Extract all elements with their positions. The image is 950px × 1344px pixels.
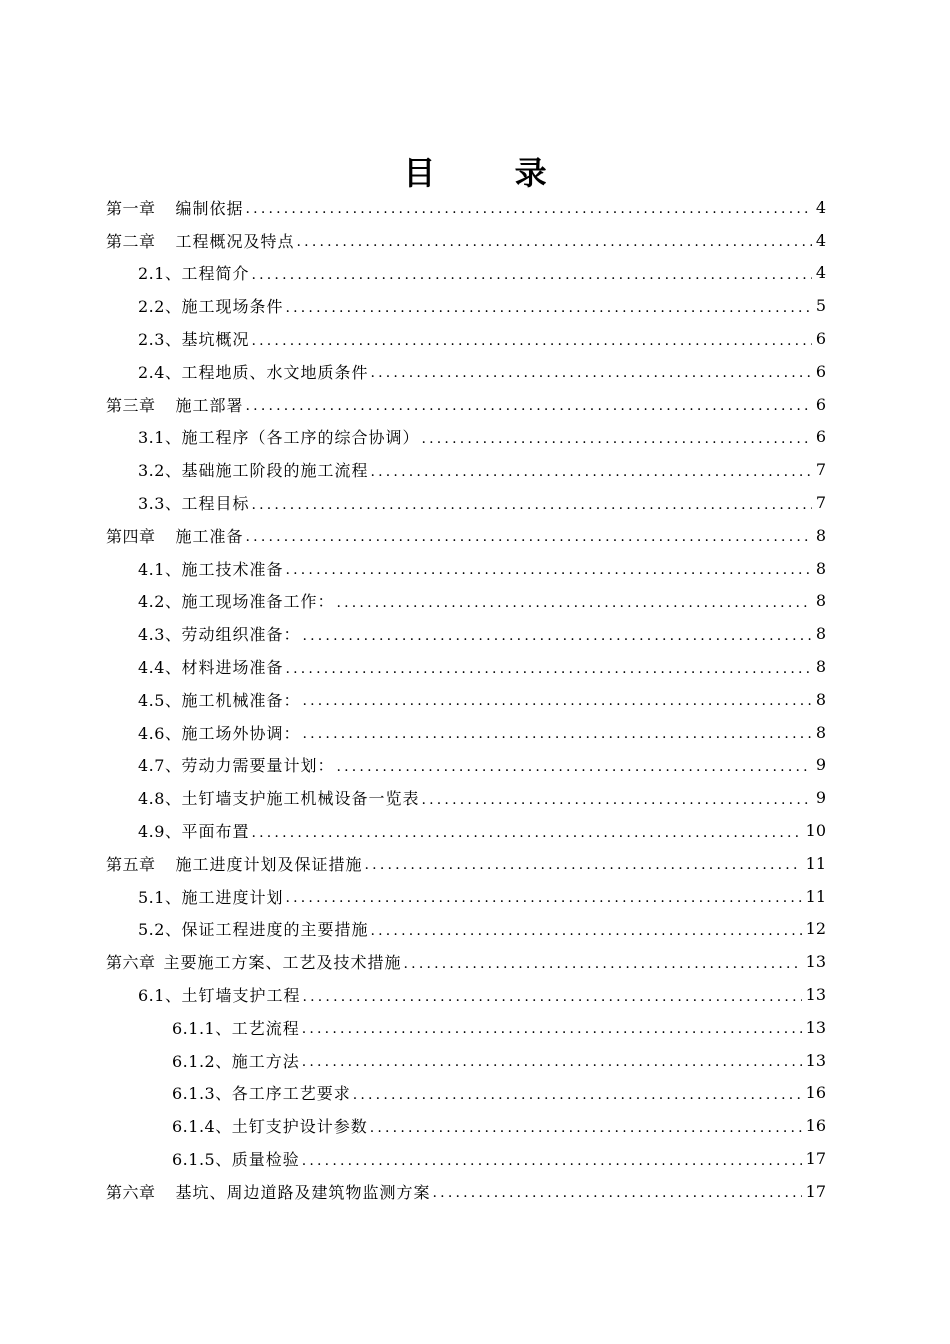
toc-entry-number: 6.1.1、 <box>172 1018 232 1038</box>
toc-entry-text: 土钉支护设计参数 <box>231 1117 368 1137</box>
toc-entry-label <box>138 885 283 908</box>
toc-entry[interactable] <box>0 224 950 257</box>
toc-entry-number: 第五章 <box>106 854 156 874</box>
toc-leader-dots <box>370 923 801 939</box>
toc-entry-text: 施工准备 <box>175 526 244 546</box>
toc-entry-text: 工程简介 <box>181 264 250 284</box>
toc-entry-text: 工程目标 <box>181 494 250 514</box>
toc-entry-number: 4.5、 <box>138 690 182 710</box>
toc-entry-number: 3.2、 <box>138 461 182 481</box>
toc-page-number: 7 <box>815 493 826 513</box>
toc-entry-label <box>138 261 249 284</box>
toc-leader-dots <box>365 857 802 873</box>
toc-entry[interactable] <box>0 617 950 650</box>
toc-entry[interactable] <box>0 453 950 486</box>
toc-entry[interactable] <box>0 1011 950 1044</box>
toc-entry[interactable] <box>0 1175 950 1208</box>
toc-entry[interactable] <box>0 191 950 224</box>
toc-page-number: 16 <box>805 1083 826 1103</box>
toc-entry-number: 3.1、 <box>138 428 182 448</box>
toc-entry-label <box>138 983 300 1006</box>
toc-entry-text: 土钉墙支护工程 <box>181 986 301 1006</box>
toc-entry-number: 2.1、 <box>138 264 182 284</box>
toc-entry-number: 6.1.3、 <box>172 1084 232 1104</box>
toc-entry-label <box>106 229 295 252</box>
toc-entry-label <box>106 524 244 547</box>
toc-leader-dots <box>251 825 801 841</box>
toc-entry-label <box>138 360 368 383</box>
toc-leader-dots <box>246 529 812 545</box>
toc-entry-text: 施工技术准备 <box>181 559 284 579</box>
toc-entry-text: 施工现场准备工作： <box>181 592 335 612</box>
toc-entry-number: 第三章 <box>106 395 156 415</box>
toc-entry-text: 土钉墙支护施工机械设备一览表 <box>181 789 420 809</box>
toc-page-number: 8 <box>815 722 826 742</box>
toc-page-number: 8 <box>815 657 826 677</box>
toc-entry-label <box>106 852 363 875</box>
toc-page-number: 13 <box>805 1050 826 1070</box>
toc-title: 目 录 <box>403 154 581 192</box>
toc-entry-text: 保证工程进度的主要措施 <box>181 920 369 940</box>
toc-entry-number: 2.2、 <box>138 297 182 317</box>
toc-entry-label <box>138 786 419 809</box>
toc-entry-label <box>138 655 283 678</box>
toc-entry[interactable] <box>0 945 950 978</box>
toc-list <box>0 191 950 1208</box>
toc-entry-text: 工程地质、水文地质条件 <box>181 362 369 382</box>
toc-entry-text: 主要施工方案、工艺及技术措施 <box>163 953 402 973</box>
toc-leader-dots <box>336 759 811 775</box>
toc-entry-text: 平面布置 <box>181 822 250 842</box>
toc-entry-label <box>172 1147 300 1170</box>
toc-page-number: 6 <box>815 427 826 447</box>
toc-leader-dots <box>336 595 811 611</box>
toc-entry-label <box>138 491 249 514</box>
toc-entry-text: 工艺流程 <box>231 1018 300 1038</box>
toc-entry-number: 4.9、 <box>138 822 182 842</box>
toc-entry-text: 编制依据 <box>175 198 244 218</box>
toc-leader-dots <box>302 1153 802 1169</box>
toc-entry-label <box>138 819 249 842</box>
toc-page-number: 7 <box>815 460 826 480</box>
toc-entry-label <box>138 753 334 776</box>
toc-entry-number: 第二章 <box>106 231 156 251</box>
toc-page-number: 13 <box>805 1017 826 1037</box>
toc-entry-label <box>106 393 244 416</box>
toc-entry[interactable] <box>0 355 950 388</box>
toc-entry-number: 4.1、 <box>138 559 182 579</box>
toc-entry-text: 劳动组织准备： <box>181 625 301 645</box>
toc-leader-dots <box>302 989 801 1005</box>
toc-entry-text: 各工序工艺要求 <box>231 1084 351 1104</box>
toc-entry-number: 4.8、 <box>138 789 182 809</box>
toc-leader-dots <box>285 661 811 677</box>
toc-page-number: 6 <box>815 361 826 381</box>
toc-leader-dots <box>302 1054 802 1070</box>
toc-page-number: 12 <box>805 919 826 939</box>
toc-leader-dots <box>302 693 811 709</box>
toc-entry-text: 施工方法 <box>231 1051 300 1071</box>
toc-entry-text: 施工部署 <box>175 395 244 415</box>
toc-leader-dots <box>285 890 801 906</box>
toc-page-number: 11 <box>805 886 826 906</box>
toc-entry-number: 第六章 <box>106 1182 156 1202</box>
toc-page-number: 4 <box>815 230 826 250</box>
toc-leader-dots <box>302 628 811 644</box>
toc-entry-text: 工程概况及特点 <box>175 231 295 251</box>
toc-entry[interactable] <box>0 716 950 749</box>
toc-entry-label <box>138 589 334 612</box>
toc-leader-dots <box>251 497 811 513</box>
toc-entry-number: 6.1.2、 <box>172 1051 232 1071</box>
toc-entry-label <box>172 1114 368 1137</box>
toc-entry-text: 劳动力需要量计划： <box>181 756 335 776</box>
toc-entry-text: 施工程序（各工序的综合协调） <box>181 428 420 448</box>
toc-entry[interactable] <box>0 683 950 716</box>
toc-entry[interactable] <box>0 913 950 946</box>
toc-entry[interactable] <box>0 289 950 322</box>
toc-entry-label <box>138 294 283 317</box>
toc-entry-label <box>138 425 419 448</box>
toc-page-number: 5 <box>815 296 826 316</box>
toc-entry-number: 6.1.4、 <box>172 1117 232 1137</box>
toc-page-number: 13 <box>805 952 826 972</box>
toc-entry-number: 4.2、 <box>138 592 182 612</box>
toc-leader-dots <box>246 201 812 217</box>
toc-entry-label <box>138 721 300 744</box>
toc-entry-number: 4.7、 <box>138 756 182 776</box>
toc-entry-number: 5.2、 <box>138 920 182 940</box>
toc-entry[interactable] <box>0 585 950 618</box>
toc-page-number: 11 <box>805 853 826 873</box>
toc-entry-text: 基坑、周边道路及建筑物监测方案 <box>175 1182 431 1202</box>
toc-page-number: 16 <box>805 1116 826 1136</box>
toc-entry-label <box>172 1016 300 1039</box>
toc-entry-label <box>138 622 300 645</box>
toc-page-number: 9 <box>815 755 826 775</box>
toc-page-number: 4 <box>815 197 826 217</box>
toc-entry-number: 4.6、 <box>138 723 182 743</box>
toc-entry-text: 施工场外协调： <box>181 723 301 743</box>
toc-entry-label <box>138 917 368 940</box>
toc-entry[interactable] <box>0 1142 950 1175</box>
toc-leader-dots <box>285 300 811 316</box>
toc-entry[interactable] <box>0 322 950 355</box>
toc-leader-dots <box>370 464 811 480</box>
toc-entry[interactable] <box>0 1077 950 1110</box>
toc-entry-label <box>138 557 283 580</box>
toc-entry[interactable] <box>0 552 950 585</box>
toc-leader-dots <box>433 1185 802 1201</box>
toc-entry-number: 4.3、 <box>138 625 182 645</box>
toc-entry[interactable] <box>0 1109 950 1142</box>
toc-page-number: 10 <box>805 821 826 841</box>
toc-entry-label <box>106 196 244 219</box>
toc-page-number: 17 <box>805 1149 826 1168</box>
toc-entry[interactable] <box>0 814 950 847</box>
toc-page-number: 9 <box>815 788 826 808</box>
toc-entry-text: 施工进度计划 <box>181 887 284 907</box>
toc-entry-number: 5.1、 <box>138 887 182 907</box>
toc-entry[interactable] <box>0 978 950 1011</box>
toc-entry-label <box>106 1180 431 1203</box>
toc-page-number: 8 <box>815 525 826 545</box>
toc-entry-text: 施工进度计划及保证措施 <box>175 854 363 874</box>
toc-entry-label <box>106 950 402 973</box>
toc-leader-dots <box>297 234 812 250</box>
toc-entry-number: 2.3、 <box>138 330 182 350</box>
toc-leader-dots <box>353 1087 802 1103</box>
toc-entry-text: 基础施工阶段的施工流程 <box>181 461 369 481</box>
toc-entry-number: 第一章 <box>106 198 156 218</box>
toc-entry-text: 施工现场条件 <box>181 297 284 317</box>
toc-entry-label <box>172 1081 351 1104</box>
toc-entry-number: 第六章 <box>106 953 156 973</box>
toc-entry-label <box>138 688 300 711</box>
toc-entry-number: 3.3、 <box>138 494 182 514</box>
toc-entry[interactable] <box>0 1044 950 1077</box>
toc-entry[interactable] <box>0 650 950 683</box>
toc-entry[interactable] <box>0 388 950 421</box>
toc-entry[interactable] <box>0 257 950 290</box>
toc-leader-dots <box>370 1120 802 1136</box>
toc-entry-label <box>138 458 368 481</box>
toc-entry[interactable] <box>0 749 950 782</box>
toc-page-number: 6 <box>815 329 826 349</box>
toc-entry-number: 2.4、 <box>138 362 182 382</box>
toc-leader-dots <box>421 431 811 447</box>
toc-leader-dots <box>285 562 811 578</box>
toc-leader-dots <box>302 1021 802 1037</box>
toc-entry[interactable] <box>0 486 950 519</box>
toc-leader-dots <box>404 956 802 972</box>
toc-page-number: 8 <box>815 591 826 611</box>
toc-leader-dots <box>251 267 811 283</box>
toc-page-number: 13 <box>805 985 826 1005</box>
toc-entry-text: 材料进场准备 <box>181 658 284 678</box>
toc-page-number: 8 <box>815 689 826 709</box>
toc-leader-dots <box>302 726 811 742</box>
toc-page-number: 6 <box>815 394 826 414</box>
toc-entry-text: 施工机械准备： <box>181 690 301 710</box>
toc-entry-label <box>172 1049 300 1072</box>
toc-leader-dots <box>421 792 811 808</box>
toc-entry-text: 基坑概况 <box>181 330 250 350</box>
toc-page-number: 8 <box>815 558 826 578</box>
toc-page-number: 8 <box>815 624 826 644</box>
toc-page-number: 4 <box>815 263 826 283</box>
toc-entry-number: 6.1、 <box>138 986 182 1006</box>
toc-entry[interactable] <box>0 880 950 913</box>
toc-leader-dots <box>370 365 811 381</box>
toc-entry-number: 第四章 <box>106 526 156 546</box>
toc-leader-dots <box>251 333 811 349</box>
toc-entry[interactable] <box>0 421 950 454</box>
toc-entry-label <box>138 327 249 350</box>
toc-entry[interactable] <box>0 519 950 552</box>
toc-entry[interactable] <box>0 781 950 814</box>
toc-entry-number: 6.1.5、 <box>172 1150 232 1169</box>
toc-entry-number: 4.4、 <box>138 658 182 678</box>
toc-entry[interactable] <box>0 847 950 880</box>
toc-entry-text: 质量检验 <box>231 1150 300 1169</box>
toc-leader-dots <box>246 398 812 414</box>
toc-page-number: 17 <box>805 1181 826 1201</box>
